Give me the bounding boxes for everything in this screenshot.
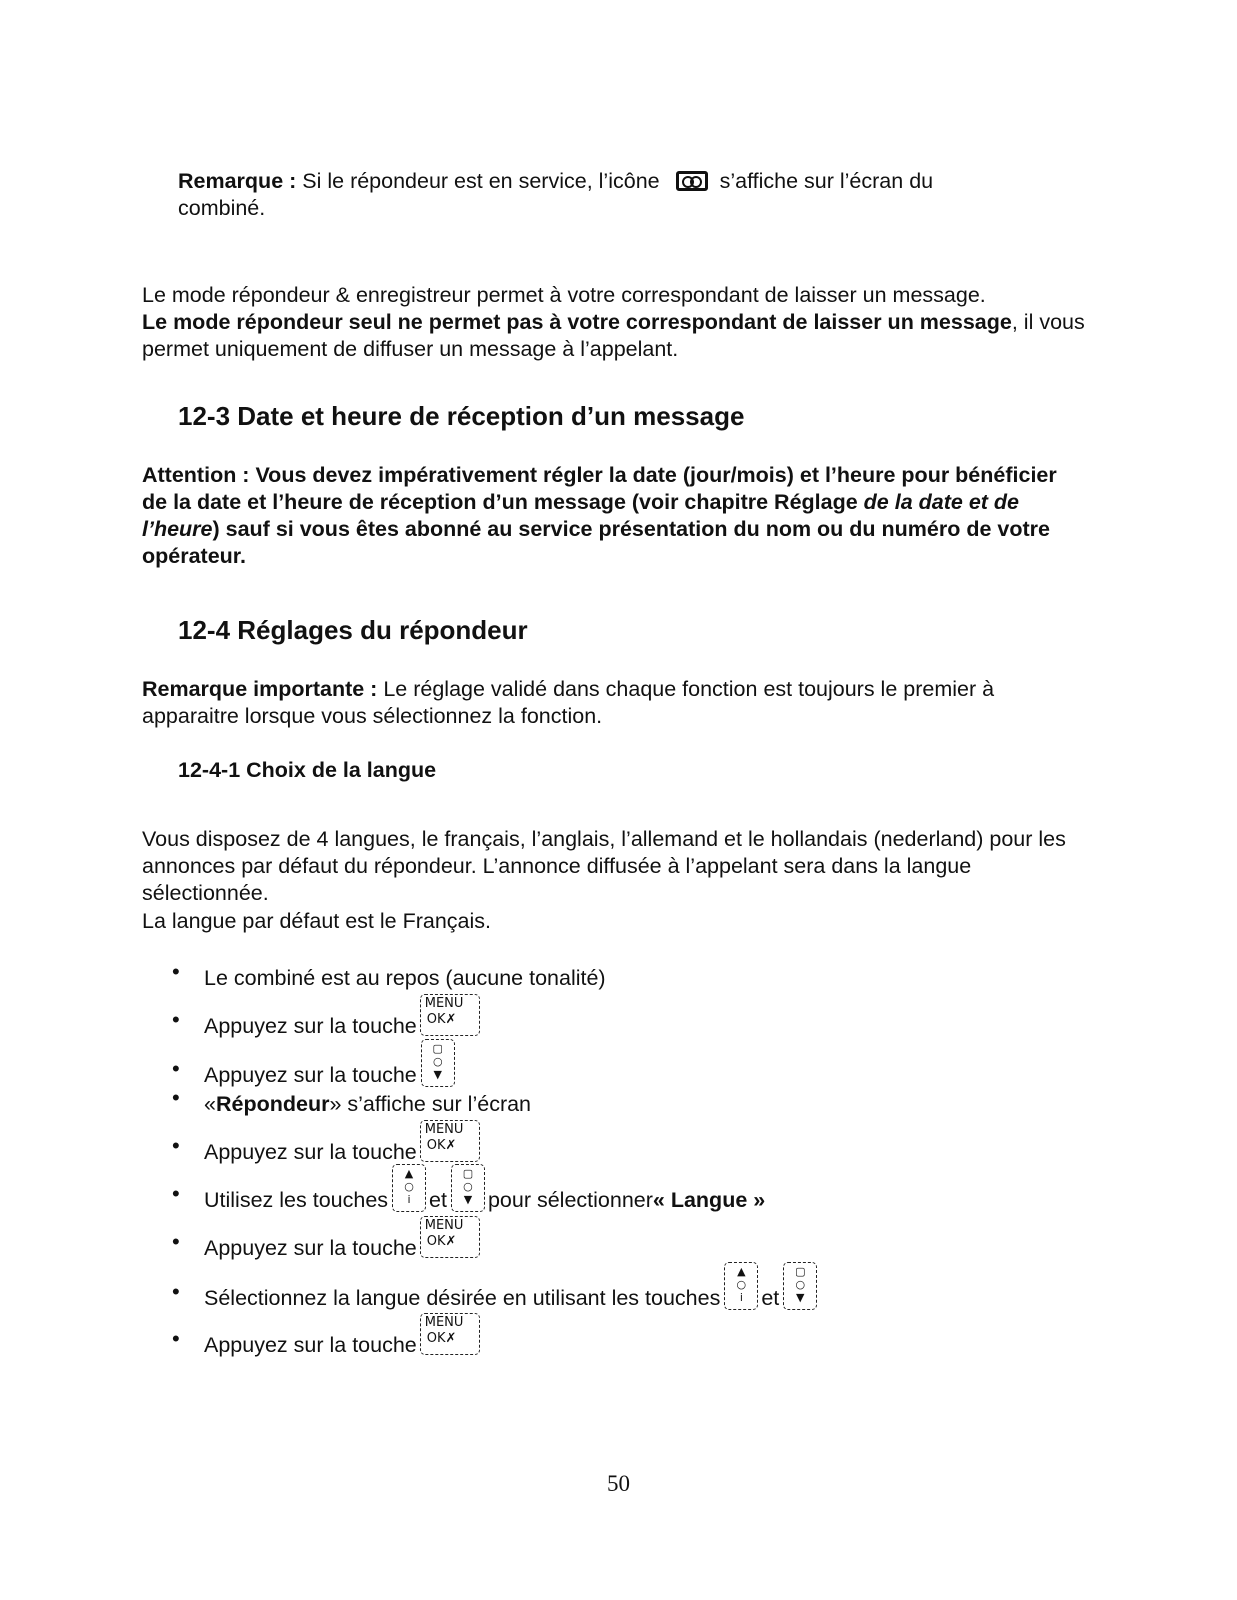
menu-ok-key-icon: MENU OK✗ — [420, 994, 480, 1036]
step-rest: » s’affiche sur l’écran — [329, 1092, 532, 1116]
important-remark-label: Remarque importante : — [142, 677, 378, 701]
list-item: • Appuyez sur la touche MENU OK✗ — [172, 1232, 1132, 1262]
page-number: 50 — [607, 1471, 630, 1496]
mode-line1: Le mode répondeur & enregistreur permet à votre correspondant de laisser un message. — [142, 283, 986, 307]
step-text: Le combiné est au repos (aucune tonalité) — [204, 966, 606, 990]
menu-ok-key-icon: MENU OK✗ — [420, 1313, 480, 1355]
default-language: La langue par défaut est le Français. — [142, 909, 491, 933]
step-text: Appuyez sur la touche — [204, 1236, 417, 1260]
step-et: et — [429, 1188, 447, 1212]
note-text-after: s’affiche sur l’écran du — [713, 169, 934, 193]
section-title-12-4-1: 12-4-1 Choix de la langue — [178, 758, 437, 782]
section-title-12-4: 12-4 Réglages du répondeur — [178, 615, 528, 645]
list-item: • Appuyez sur la touche MENU OK✗ — [172, 1136, 1132, 1166]
menu-ok-key-icon: MENU OK✗ — [420, 1216, 480, 1258]
step-text: Utilisez les touches — [204, 1188, 389, 1212]
step-open: « — [204, 1092, 216, 1116]
down-book-key-icon: ▢ ○ ▼ — [783, 1262, 817, 1310]
menu-ok-key-icon: MENU OK✗ — [420, 1120, 480, 1162]
mode-rest: , il vous permet uniquement de diffuser un message à l’appelant. — [142, 310, 1085, 361]
step-text: Appuyez sur la touche — [204, 1333, 417, 1357]
list-item: • « Répondeur » s’affiche sur l’écran — [172, 1085, 532, 1116]
note-label: Remarque : — [178, 169, 297, 193]
up-key-icon: ▲ ○ i — [724, 1262, 758, 1310]
step-text: Appuyez sur la touche — [204, 1014, 417, 1038]
step-bold: Répondeur — [215, 1092, 330, 1116]
note-text: Si le répondeur est en service, l’icône — [296, 169, 660, 193]
mode-paragraph — [142, 282, 1087, 363]
language-paragraph: Vous disposez de 4 langues, le français, l’anglais, l’allemand et le hollandais (nederland) pour les annonces par défaut du répondeur. L’annonce diffusée à l’appelant sera dans la langue sélectionnée. — [142, 827, 1066, 905]
important-remark-text: Le réglage validé dans chaque fonction est toujours le premier à apparaitre lorsque vous sélectionnez la fonction. — [142, 677, 995, 728]
attention-paragraph — [142, 462, 1077, 570]
mode-bold: Le mode répondeur seul ne permet pas à votre correspondant de laisser un message — [142, 310, 1012, 334]
step-text: Appuyez sur la touche — [204, 1140, 417, 1164]
step-text: pour sélectionner — [487, 1188, 653, 1212]
list-item: • Le combiné est au repos (aucune tonalité) — [172, 959, 606, 990]
list-item: • Appuyez sur la touche MENU OK✗ — [172, 1010, 1132, 1040]
note-answering-icon — [178, 168, 1098, 222]
important-remark — [142, 676, 1092, 730]
down-book-key-icon: ▢ ○ ▼ — [421, 1039, 455, 1087]
answering-machine-icon — [676, 171, 708, 191]
step-text: Sélectionnez la langue désirée en utilisant les touches — [204, 1286, 721, 1310]
note-text-line2: combiné. — [178, 196, 266, 220]
step-bold: « Langue » — [652, 1188, 766, 1212]
list-item: • Utilisez les touches ▲ ○ i et ▢ ○ ▼ pour sélectionner « Langue » — [172, 1184, 1132, 1214]
step-et: et — [761, 1286, 780, 1310]
section-title-12-3: 12-3 Date et heure de réception d’un message — [178, 401, 745, 431]
up-key-icon: ▲ ○ i — [392, 1164, 426, 1212]
down-book-key-icon: ▢ ○ ▼ — [451, 1164, 485, 1212]
step-text: Appuyez sur la touche — [204, 1063, 417, 1087]
attention-tail: ) sauf si vous êtes abonné au service présentation du nom ou du numéro de votre opérateur. — [142, 517, 1050, 568]
list-item: • Sélectionnez la langue désirée en utilisant les touches ▲ ○ i et ▢ ○ ▼ — [172, 1282, 1132, 1312]
attention-italic: de la date et de l’heure — [142, 490, 1020, 541]
list-item: • Appuyez sur la touche ▢ ○ ▼ — [172, 1059, 1132, 1089]
list-item: • Appuyez sur la touche MENU OK✗ — [172, 1329, 1132, 1359]
attention-bold: Attention : Vous devez impérativement régler la date (jour/mois) et l’heure pour bénéficier de la date et l’heure de réception d’un message (voir chapitre Réglage — [142, 463, 1057, 514]
